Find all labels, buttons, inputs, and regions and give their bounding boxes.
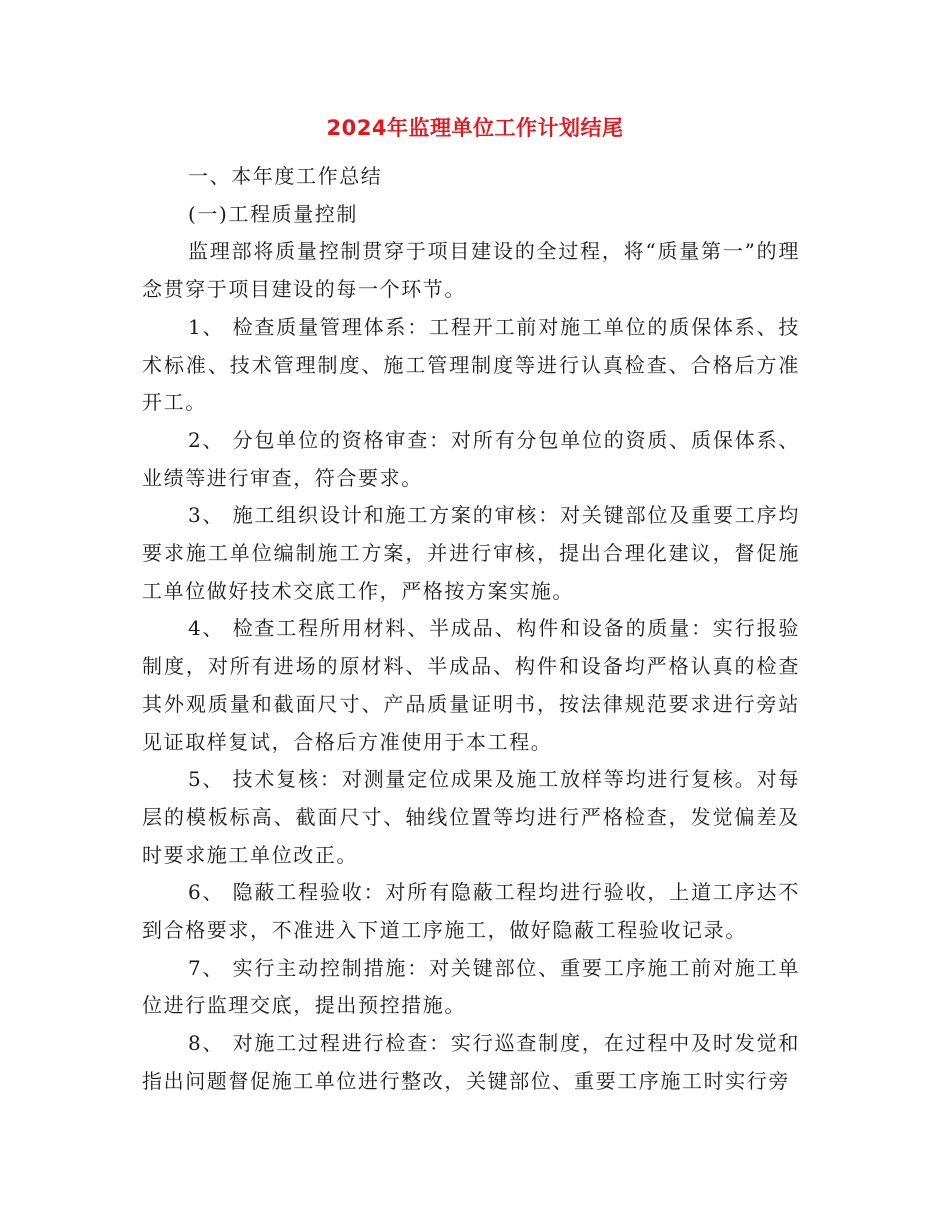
list-item: 8、 对施工过程进行检查：实行巡查制度，在过程中及时发觉和指出问题督促施工单位进行整改，关键部位、重要工序施工时实行旁 xyxy=(142,1031,800,1093)
list-item: 4、 检查工程所用材料、半成品、构件和设备的质量：实行报验制度，对所有进场的原材料、半成品、构件和设备均严格认真的检查其外观质量和截面尺寸、产品质量证明书，按法律规范要求进行旁站见证取样复试，合格后方准使用于本工程。 xyxy=(142,616,800,754)
list-item: 7、 实行主动控制措施：对关键部位、重要工序施工前对施工单位进行监理交底，提出预控措施。 xyxy=(142,955,800,1018)
subsection-heading: (一)工程质量控制 xyxy=(188,201,359,226)
list-item: 5、 技术复核：对测量定位成果及施工放样等均进行复核。对每层的模板标高、截面尺寸、轴线位置等均进行严格检查，发觉偏差及时要求施工单位改正。 xyxy=(142,767,800,867)
list-item: 3、 施工组织设计和施工方案的审核：对关键部位及重要工序均要求施工单位编制施工方案，并进行审核，提出合理化建议，督促施工单位做好技术交底工作，严格按方案实施。 xyxy=(142,503,800,603)
paragraph: 监理部将质量控制贯穿于项目建设的全过程，将“质量第一”的理念贯穿于项目建设的每一个环节。 xyxy=(142,239,800,302)
list-item: 6、 隐蔽工程验收：对所有隐蔽工程均进行验收，上道工序达不到合格要求，不准进入下道工序施工，做好隐蔽工程验收记录。 xyxy=(142,880,800,943)
document-body xyxy=(142,158,800,1101)
list-item: 2、 分包单位的资格审查：对所有分包单位的资质、质保体系、业绩等进行审查，符合要求。 xyxy=(142,427,800,490)
section-heading: 一、本年度工作总结 xyxy=(188,164,383,188)
document-title: 2024年监理单位工作计划结尾 xyxy=(326,116,624,140)
list-item: 1、 检查质量管理体系：工程开工前对施工单位的质保体系、技术标准、技术管理制度、施工管理制度等进行认真检查、合格后方准开工。 xyxy=(142,314,800,415)
